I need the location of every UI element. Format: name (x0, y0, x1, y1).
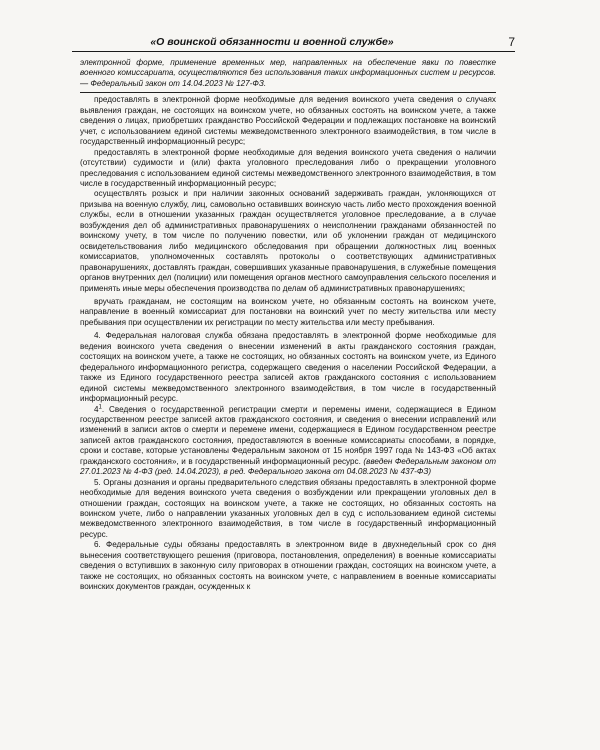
paragraph-section-6: 6. Федеральные суды обязаны предоставлять в электронном виде в двухнедельный срок со дня вынесения соответствующего решения (приговора, постановления, определения) в военные комиссариаты сведения о вступивших в законную силу приговорах в отношении граждан, состоящих на воинском учете, а также не состоящих, но обязанных состоять на воинском учете, с направлением в военные комиссариаты воинских документов граждан, осужденных к (80, 540, 496, 592)
paragraph-section-4-1 (80, 405, 496, 478)
section-superscript: 1 (98, 403, 102, 410)
section-text: . Сведения о государственной регистрации смерти и перемены имени, содержащиеся в Едином государственном реестре записей актов гражданского состояния, и сведения о внесении исправлений или изменений в записи актов о смерти и перемене имени, содержащиеся в Едином государственном реестре записей актов гражданского состояния, предоставляются в военные комиссариаты способами, в порядке, сроки и составе, которые установлены Федеральным законом от 15 ноября 1997 года № 143-ФЗ «Об актах гражданского состояния», и в государственный информационный ресурс. (80, 404, 496, 466)
paragraph: осуществлять розыск и при наличии законных оснований задерживать граждан, уклоняющихся от призыва на военную службу, лиц, самовольно оставивших воинскую часть либо место прохождения военной службы, если в отношении указанных граждан осуществляется уголовное преследование, а в случае возбуждения дел об административных правонарушениях о неисполнении гражданами обязанностей по воинскому учету, в том числе по получению повестки, или об уклонении граждан от медицинского освидетельствования либо медицинского обследования при обращении должностных лиц военных комиссариатов, уполномоченных составлять протоколы о соответствующих административных правонарушениях, доставлять граждан, совершивших указанные правонарушения, в служебные помещения органов внутренних дел (полиции) или помещения органов местного самоуправления сельского поселения и применять иные меры обеспечения производства по делам об административных правонарушениях; (80, 189, 496, 293)
note-divider (80, 92, 496, 93)
running-title: «О воинской обязанности и военной службе» (150, 36, 394, 48)
body-text (80, 58, 496, 593)
paragraph-section-5: 5. Органы дознания и органы предварительного следствия обязаны предоставлять в электронной форме необходимые для ведения воинского учета сведения о возбуждении или прекращении уголовных дел в отношении граждан, состоящих на воинском учете, а также не состоящих, но обязанных состоять на воинском учете, либо о направлении указанных уголовных дел в суд с использованием единой системы межведомственного электронного взаимодействия, в том числе в государственный информационный ресурс. (80, 477, 496, 539)
paragraph: вручать гражданам, не состоящим на воинском учете, но обязанным состоять на воинском учете, направление в военный комиссариат для постановки на воинский учет по месту жительства или месту пребывания при осуществлении их регистрации по месту жительства или месту пребывания. (80, 296, 496, 327)
page-header (72, 36, 515, 52)
page-number: 7 (508, 35, 515, 49)
paragraph-section-4: 4. Федеральная налоговая служба обязана предоставлять в электронной форме необходимые для ведения воинского учета сведения о внесении изменений в акты гражданского состояния граждан, состоящих на воинском учете, а также не состоящих, но обязанных состоять на воинском учете, из Единого федерального информационного регистра, содержащего сведения о населении Российской Федерации, а также из Единого государственного реестра записей актов гражданского состояния с использованием единой системы межведомственного электронного взаимодействия, в том числе в государственный информационный ресурс. (80, 331, 496, 404)
editorial-note: электронной форме, применение временных мер, направленных на обеспечение явки по повестке военного комиссариата, осуществляются без использования таких информационных систем и ресурсов. — Федеральный закон от 14.04.2023 № 127-ФЗ. (80, 58, 496, 88)
paragraph: предоставлять в электронной форме необходимые для ведения воинского учета сведения о наличии (отсутствии) судимости и (или) факта уголовного преследования либо о прекращении уголовного преследования с использованием единой системы межведомственного электронного взаимодействия, в том числе в государственный информационный ресурс; (80, 147, 496, 188)
editorial-reference: (введен Федеральным законом от 27.01.2023 № 4-ФЗ (ред. 14.04.2023), в ред. Федерального закона от 04.08.2023 № 437-ФЗ) (80, 456, 497, 477)
section-number: 4 (94, 404, 99, 414)
paragraph: предоставлять в электронной форме необходимые для ведения воинского учета сведения о случаях выявления граждан, не состоящих на воинском учете, но обязанных состоять на воинском учете, а также сведения о лицах, приобретших гражданство Российской Федерации и подлежащих постановке на воинский учет, с использованием единой системы межведомственного электронного взаимодействия, в том числе в государственный информационный ресурс; (80, 95, 496, 147)
